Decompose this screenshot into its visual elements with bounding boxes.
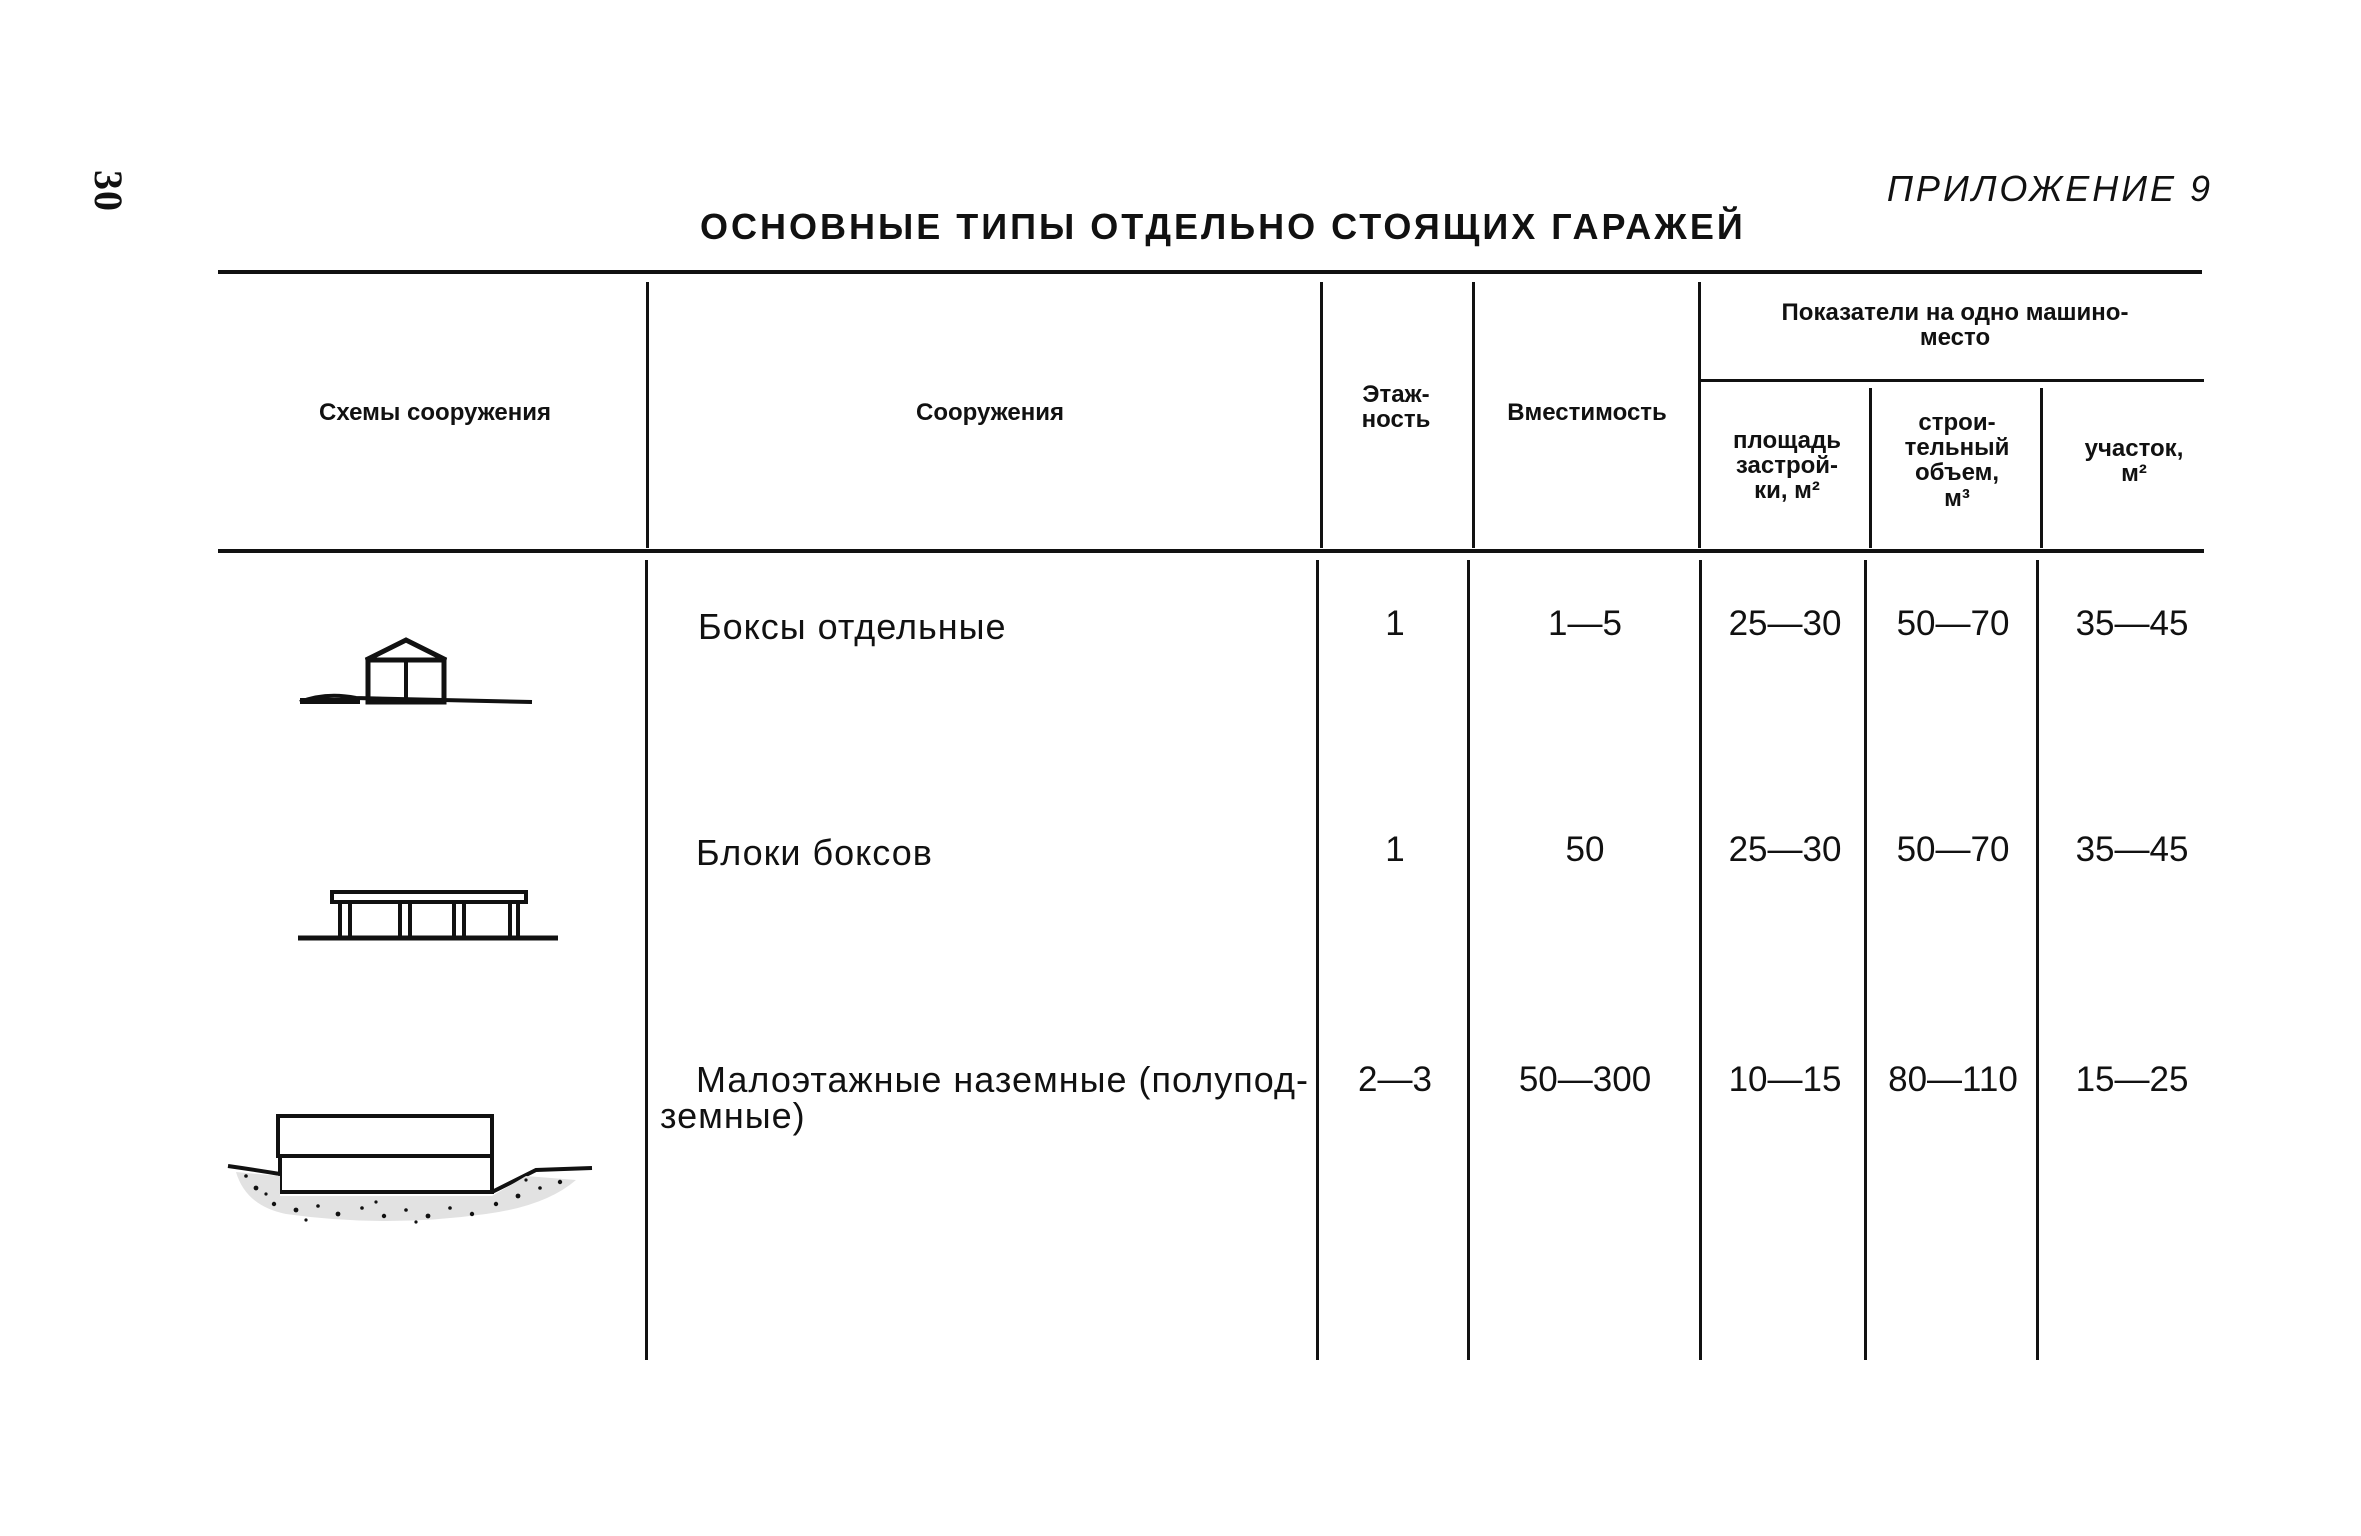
header-area: площадь застрой- ки, м² (1733, 427, 1841, 505)
header-capacity: Вместимость (1507, 399, 1667, 426)
header-indicators-group: Показатели на одно машино- место (1781, 299, 2129, 352)
col-divider (1864, 560, 1867, 1360)
group-header-rule (1700, 379, 2204, 382)
header-volume: строи- тельный объем, м³ (1904, 409, 2010, 512)
header-structures: Сооружения (916, 399, 1064, 426)
col-divider (645, 560, 648, 1360)
col-divider (2040, 388, 2043, 548)
col-divider (646, 282, 649, 548)
col-divider (1472, 282, 1475, 548)
low-rise-semi-underground-garage-icon (226, 1110, 606, 1240)
col-divider (1699, 560, 1702, 1360)
row-capacity: 50—300 (1518, 1060, 1652, 1099)
row-plot: 35—45 (2075, 604, 2189, 643)
row-plot: 15—25 (2075, 1060, 2189, 1099)
row-area: 25—30 (1728, 830, 1842, 869)
row-volume: 50—70 (1896, 604, 2010, 643)
row-volume: 50—70 (1896, 830, 2010, 869)
row-floors: 1 (1385, 830, 1405, 869)
col-divider (1316, 560, 1319, 1360)
row-volume: 80—110 (1888, 1060, 2018, 1099)
header-plot: участок, м² (2084, 435, 2184, 488)
appendix-label: ПРИЛОЖЕНИЕ 9 (1886, 168, 2213, 209)
row-area: 10—15 (1728, 1060, 1842, 1099)
header-bottom-rule (218, 549, 2204, 553)
row-floors: 1 (1385, 604, 1405, 643)
box-block-garage-icon (296, 886, 566, 946)
col-divider (2036, 560, 2039, 1360)
col-divider (1698, 282, 1701, 548)
row-name: Боксы отдельные (698, 606, 1007, 647)
row-capacity: 1—5 (1548, 604, 1622, 643)
row-capacity: 50 (1565, 830, 1605, 869)
row-plot: 35—45 (2075, 830, 2189, 869)
table-top-rule (218, 270, 2202, 274)
row-area: 25—30 (1728, 604, 1842, 643)
header-schemes: Схемы сооружения (319, 399, 551, 426)
row-name: Малоэтажные наземные (полупод- земные) (660, 1059, 1309, 1136)
page-title: ОСНОВНЫЕ ТИПЫ ОТДЕЛЬНО СТОЯЩИХ ГАРАЖЕЙ (700, 206, 1746, 247)
page-number: 30 (86, 170, 131, 212)
header-floors: Этаж- ность (1361, 381, 1431, 434)
row-name: Блоки боксов (696, 832, 933, 873)
row-floors: 2—3 (1358, 1060, 1432, 1099)
separate-box-garage-icon (296, 630, 536, 710)
col-divider (1467, 560, 1470, 1360)
